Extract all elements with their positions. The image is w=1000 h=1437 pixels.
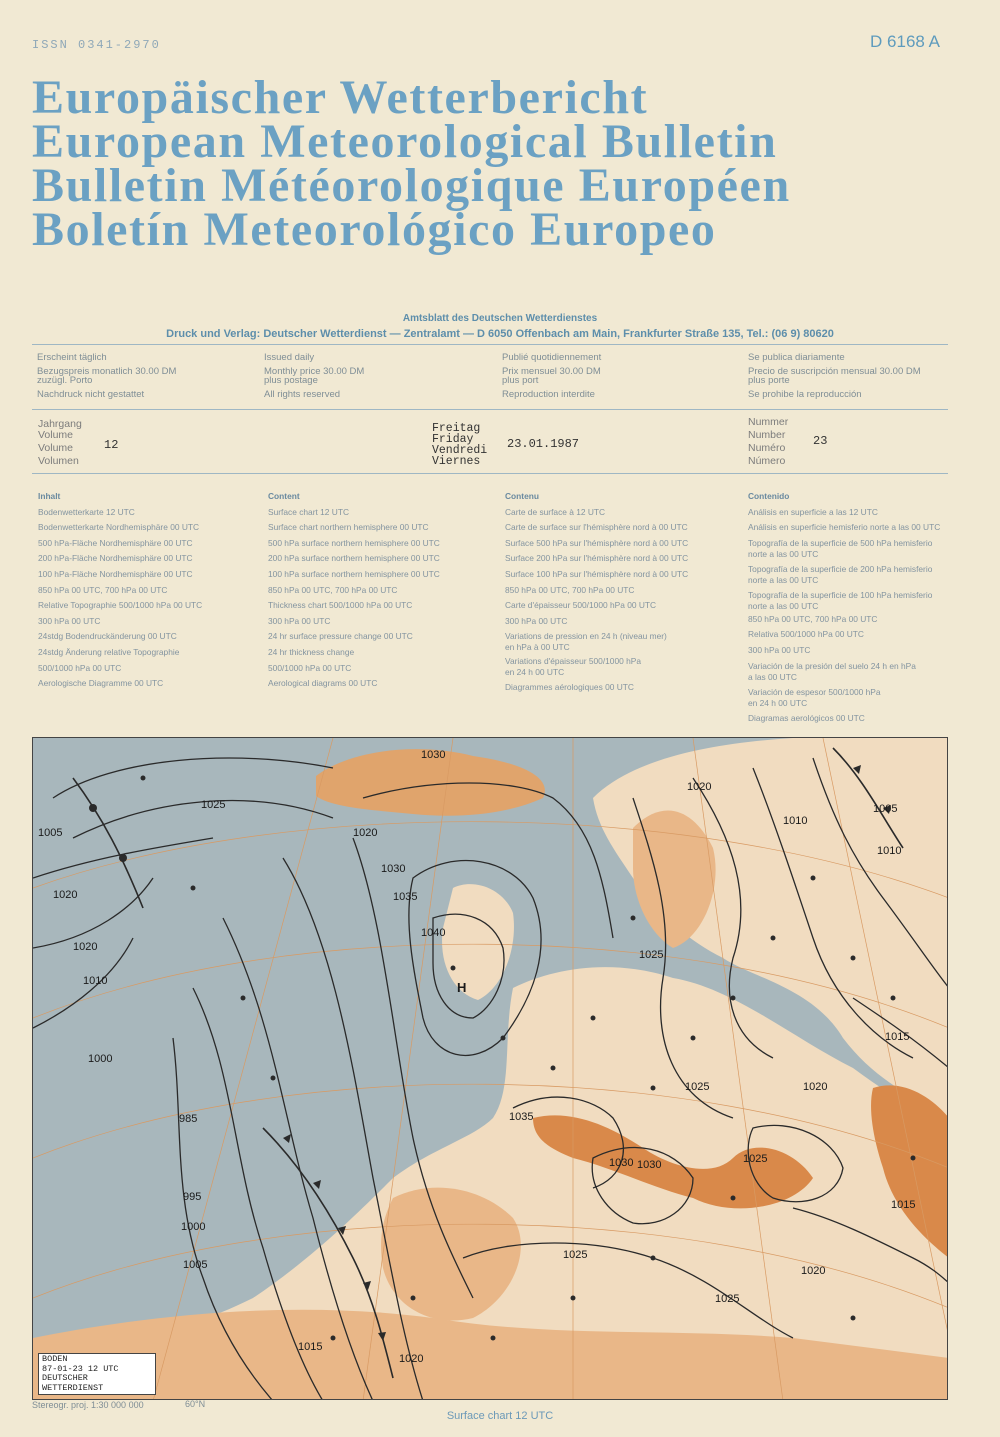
pub-line: Publié quotidiennement — [502, 352, 602, 363]
isobar-label: 1015 — [298, 1341, 323, 1353]
isobar-label: 1015 — [885, 1031, 910, 1043]
contents-item: Carte de surface sur l'hémisphère nord à 00 UTC — [505, 522, 688, 533]
isobar-label: 1000 — [181, 1221, 206, 1233]
contents-heading: Content — [268, 491, 300, 501]
station-symbol — [551, 1066, 556, 1071]
contents-german — [38, 489, 268, 692]
contents-item: Carte de surface à 12 UTC — [505, 506, 606, 517]
contents-item: 500/1000 hPa 00 UTC — [38, 662, 122, 673]
contents-item: Surface 200 hPa sur l'hémisphère nord à 00 UTC — [505, 553, 689, 564]
contents-item: Thickness chart 500/1000 hPa 00 UTC — [268, 600, 413, 611]
title-spanish: Boletín Meteorológico Europeo — [32, 203, 717, 256]
isobar-label: 1010 — [83, 975, 108, 987]
volume-label: Volume — [38, 429, 74, 441]
contents-item: Surface 500 hPa sur l'hémisphère nord à 00 UTC — [505, 537, 689, 548]
contents-item: Bodenwetterkarte 12 UTC — [38, 506, 135, 517]
isobar-label: 1010 — [783, 815, 808, 827]
weekday: Friday — [432, 433, 474, 446]
contents-item: 200 hPa surface northern hemisphere 00 UTC — [268, 553, 440, 564]
isobar-label: 1025 — [743, 1153, 768, 1165]
station-symbol — [491, 1336, 496, 1341]
contents-heading: Contenu — [505, 491, 539, 501]
station-symbol — [651, 1256, 656, 1261]
contents-item: Variations de pression en 24 h (niveau mer) — [505, 631, 667, 642]
contents-item: 300 hPa 00 UTC — [268, 615, 331, 626]
isobar-label: 1035 — [393, 891, 418, 903]
pub-line: Prix mensuel 30.00 DM — [502, 365, 601, 377]
pub-line: Issued daily — [264, 352, 315, 363]
station-symbol — [811, 876, 816, 881]
contents-item: Variations d'épaisseur 500/1000 hPa — [505, 656, 642, 667]
pub-line: zuzügl. Porto — [37, 375, 93, 386]
number-label: Numéro — [748, 442, 786, 454]
contents-item: Bodenwetterkarte Nordhemisphäre 00 UTC — [38, 522, 200, 533]
publication-spanish — [748, 351, 968, 401]
volume-label: Jahrgang — [38, 418, 82, 430]
divider — [32, 409, 948, 410]
title-german: Europäischer Wetterbericht — [32, 71, 649, 124]
contents-item: 100 hPa-Fläche Nordhemisphäre 00 UTC — [38, 568, 193, 579]
map-legend-box — [38, 1353, 156, 1395]
contents-item: Aerologische Diagramme 00 UTC — [38, 678, 164, 689]
contents-item: 100 hPa surface northern hemisphere 00 UTC — [268, 568, 440, 579]
contents-item: Surface 100 hPa sur l'hémisphère nord à 00 UTC — [505, 568, 689, 579]
pub-line: Erscheint täglich — [37, 352, 107, 363]
volume-label: Volume — [38, 442, 74, 454]
contents-item: Topografía de la superficie de 500 hPa hemisferio — [748, 537, 933, 548]
front-semicircle — [119, 854, 127, 862]
contents-item: Diagramas aerológicos 00 UTC — [748, 712, 865, 723]
contents-item: a las 00 UTC — [748, 671, 797, 682]
contents-item: 300 hPa 00 UTC — [748, 644, 811, 655]
isobar-label: 1030 — [381, 863, 406, 875]
contents-item: 500 hPa surface northern hemisphere 00 UTC — [268, 537, 440, 548]
station-symbol — [271, 1076, 276, 1081]
pub-line: Se publica diariamente — [748, 352, 845, 363]
contents-spanish — [748, 489, 968, 726]
isobar-label: 1030 — [637, 1159, 662, 1171]
weekday: Viernes — [432, 455, 481, 468]
contents-item: 300 hPa 00 UTC — [38, 615, 101, 626]
station-symbol — [891, 996, 896, 1001]
weekday: Freitag — [432, 422, 481, 435]
contents-item: Topografía de la superficie de 200 hPa hemisferio — [748, 563, 933, 574]
station-symbol — [331, 1336, 336, 1341]
publication-french — [502, 351, 722, 401]
contents-item: norte a las 00 UTC — [748, 574, 819, 585]
latitude-note: 60°N — [185, 1399, 206, 1409]
contents-item: Variación de espesor 500/1000 hPa — [748, 686, 881, 697]
contents-item: norte a las 00 UTC — [748, 600, 819, 611]
station-symbol — [411, 1296, 416, 1301]
publisher-line: Druck und Verlag: Deutscher Wetterdienst — Zentralamt — D 6050 Offenbach am Main, Frankfurter Straße 135, Tel.: (06 9) 80620 — [166, 328, 834, 340]
issue-number: 23 — [813, 434, 828, 448]
isobar-label: 995 — [183, 1191, 202, 1203]
isobar-label: 1020 — [73, 941, 98, 953]
pub-line: Monthly price 30.00 DM — [264, 365, 365, 377]
station-symbol — [141, 776, 146, 781]
pub-line: Reproduction interdite — [502, 388, 595, 400]
isobar-label: 1025 — [563, 1249, 588, 1261]
contents-item: Topografía de la superficie de 100 hPa hemisferio — [748, 589, 933, 600]
issue-date: 23.01.1987 — [507, 437, 580, 451]
pub-line: Precio de suscripción mensual 30.00 DM — [748, 365, 921, 377]
contents-item: 24stdg Bodendruckänderung 00 UTC — [38, 631, 177, 642]
front-semicircle — [89, 804, 97, 812]
title-block — [32, 71, 791, 256]
divider — [32, 473, 948, 474]
isobar-label: 1020 — [399, 1353, 424, 1365]
legend-line: 87-01-23 12 UTC — [42, 1363, 119, 1374]
contents-item: Variación de la presión del suelo 24 h en hPa — [748, 660, 916, 671]
contents-item: 200 hPa-Fläche Nordhemisphäre 00 UTC — [38, 553, 193, 564]
pub-line: plus postage — [264, 375, 318, 386]
contents-item: 300 hPa 00 UTC — [505, 615, 568, 626]
contents-item: en hPa à 00 UTC — [505, 642, 570, 653]
issn: ISSN 0341-2970 — [32, 38, 161, 52]
legend-line: DEUTSCHER WETTERDIENST — [42, 1373, 104, 1393]
number-label: Number — [748, 429, 786, 441]
station-symbol — [631, 916, 636, 921]
contents-item: 500 hPa-Fläche Nordhemisphäre 00 UTC — [38, 537, 193, 548]
station-symbol — [691, 1036, 696, 1041]
contents-item: 24 hr thickness change — [268, 646, 355, 657]
high-pressure-marker: H — [457, 980, 467, 995]
station-symbol — [191, 886, 196, 891]
isobar-label: 1005 — [38, 827, 63, 839]
contents-item: Relativa 500/1000 hPa 00 UTC — [748, 629, 864, 640]
isobar-label: 1020 — [803, 1081, 828, 1093]
isobar-label: 1020 — [53, 889, 78, 901]
contents-item: Aerological diagrams 00 UTC — [268, 678, 378, 689]
station-symbol — [241, 996, 246, 1001]
isobar-label: 1000 — [88, 1053, 113, 1065]
station-symbol — [591, 1016, 596, 1021]
station-symbol — [851, 1316, 856, 1321]
contents-item: 500/1000 hPa 00 UTC — [268, 662, 352, 673]
pub-line: Nachdruck nicht gestattet — [37, 388, 145, 400]
isobar-label: 1030 — [421, 749, 446, 761]
pub-line: Se prohibe la reproducción — [748, 388, 862, 400]
weather-map-svg — [33, 738, 948, 1400]
title-french: Bulletin Météorologique Européen — [32, 159, 791, 212]
volume-value: 12 — [104, 438, 119, 452]
contents-item: Análisis en superficie hemisferio norte a las 00 UTC — [748, 522, 941, 533]
number-label: Número — [748, 455, 786, 467]
isobar-label: 1020 — [801, 1265, 826, 1277]
pub-line: plus port — [502, 375, 539, 386]
isobar-label: 985 — [179, 1113, 198, 1125]
contents-item: en 24 h 00 UTC — [748, 697, 808, 708]
station-symbol — [451, 966, 456, 971]
contents-item: Surface chart northern hemisphere 00 UTC — [268, 522, 429, 533]
isobar-label: 1025 — [685, 1081, 710, 1093]
contents-item: Diagrammes aérologiques 00 UTC — [505, 682, 634, 693]
contents-french — [505, 489, 735, 696]
contents-item: norte a las 00 UTC — [748, 548, 819, 559]
station-symbol — [851, 956, 856, 961]
isobar-label: 1030 — [609, 1157, 634, 1169]
isobar-label: 1040 — [421, 927, 446, 939]
station-symbol — [651, 1086, 656, 1091]
title-english: European Meteorological Bulletin — [32, 115, 778, 168]
isobar-label: 1025 — [201, 799, 226, 811]
amtsblatt: Amtsblatt des Deutschen Wetterdienstes — [402, 313, 598, 324]
contents-item: 850 hPa 00 UTC, 700 hPa 00 UTC — [38, 584, 168, 595]
isobar-label: 1025 — [639, 949, 664, 961]
isobar-label: 1005 — [183, 1259, 208, 1271]
isobar-label: 1020 — [353, 827, 378, 839]
isobar-label: 1025 — [715, 1293, 740, 1305]
contents-item: Carte d'épaisseur 500/1000 hPa 00 UTC — [505, 600, 657, 611]
contents-heading: Inhalt — [38, 491, 61, 501]
pub-line: plus porte — [748, 375, 790, 386]
divider — [32, 344, 948, 345]
publication-german — [37, 351, 257, 401]
contents-heading: Contenido — [748, 491, 790, 501]
isobar-label: 1005 — [873, 803, 898, 815]
surface-chart-map[interactable] — [32, 737, 948, 1400]
publication-code: D 6168 A — [870, 32, 940, 51]
contents-english — [268, 489, 498, 692]
contents-item: Surface chart 12 UTC — [268, 506, 349, 517]
volume-label: Volumen — [38, 455, 79, 467]
contents-item: 850 hPa 00 UTC, 700 hPa 00 UTC — [268, 584, 398, 595]
pub-line: Bezugspreis monatlich 30.00 DM — [37, 365, 177, 377]
station-symbol — [571, 1296, 576, 1301]
weekday-block — [432, 423, 487, 467]
contents-item: 24 hr surface pressure change 00 UTC — [268, 631, 413, 642]
contents-item: 24stdg Änderung relative Topographie — [38, 646, 180, 657]
number-labels — [748, 416, 788, 468]
volume-labels — [38, 419, 82, 467]
number-label: Nummer — [748, 416, 789, 428]
publication-english — [264, 351, 484, 401]
station-symbol — [501, 1036, 506, 1041]
isobar-label: 1020 — [687, 781, 712, 793]
contents-item: en 24 h 00 UTC — [505, 667, 565, 678]
station-symbol — [911, 1156, 916, 1161]
weekday: Vendredi — [432, 444, 488, 457]
contents-item: 850 hPa 00 UTC, 700 hPa 00 UTC — [748, 613, 878, 624]
station-symbol — [731, 996, 736, 1001]
isobar-label: 1035 — [509, 1111, 534, 1123]
contents-item: Relative Topographie 500/1000 hPa 00 UTC — [38, 600, 203, 611]
chart-caption: Surface chart 12 UTC — [446, 1410, 554, 1422]
contents-item: 850 hPa 00 UTC, 700 hPa 00 UTC — [505, 584, 635, 595]
projection-note: Stereogr. proj. 1:30 000 000 — [32, 1400, 144, 1410]
legend-line: BODEN — [42, 1354, 68, 1364]
station-symbol — [771, 936, 776, 941]
isobar-label: 1015 — [891, 1199, 916, 1211]
contents-item: Análisis en superficie a las 12 UTC — [748, 506, 878, 517]
isobar-label: 1010 — [877, 845, 902, 857]
pub-line: All rights reserved — [264, 388, 341, 400]
station-symbol — [731, 1196, 736, 1201]
